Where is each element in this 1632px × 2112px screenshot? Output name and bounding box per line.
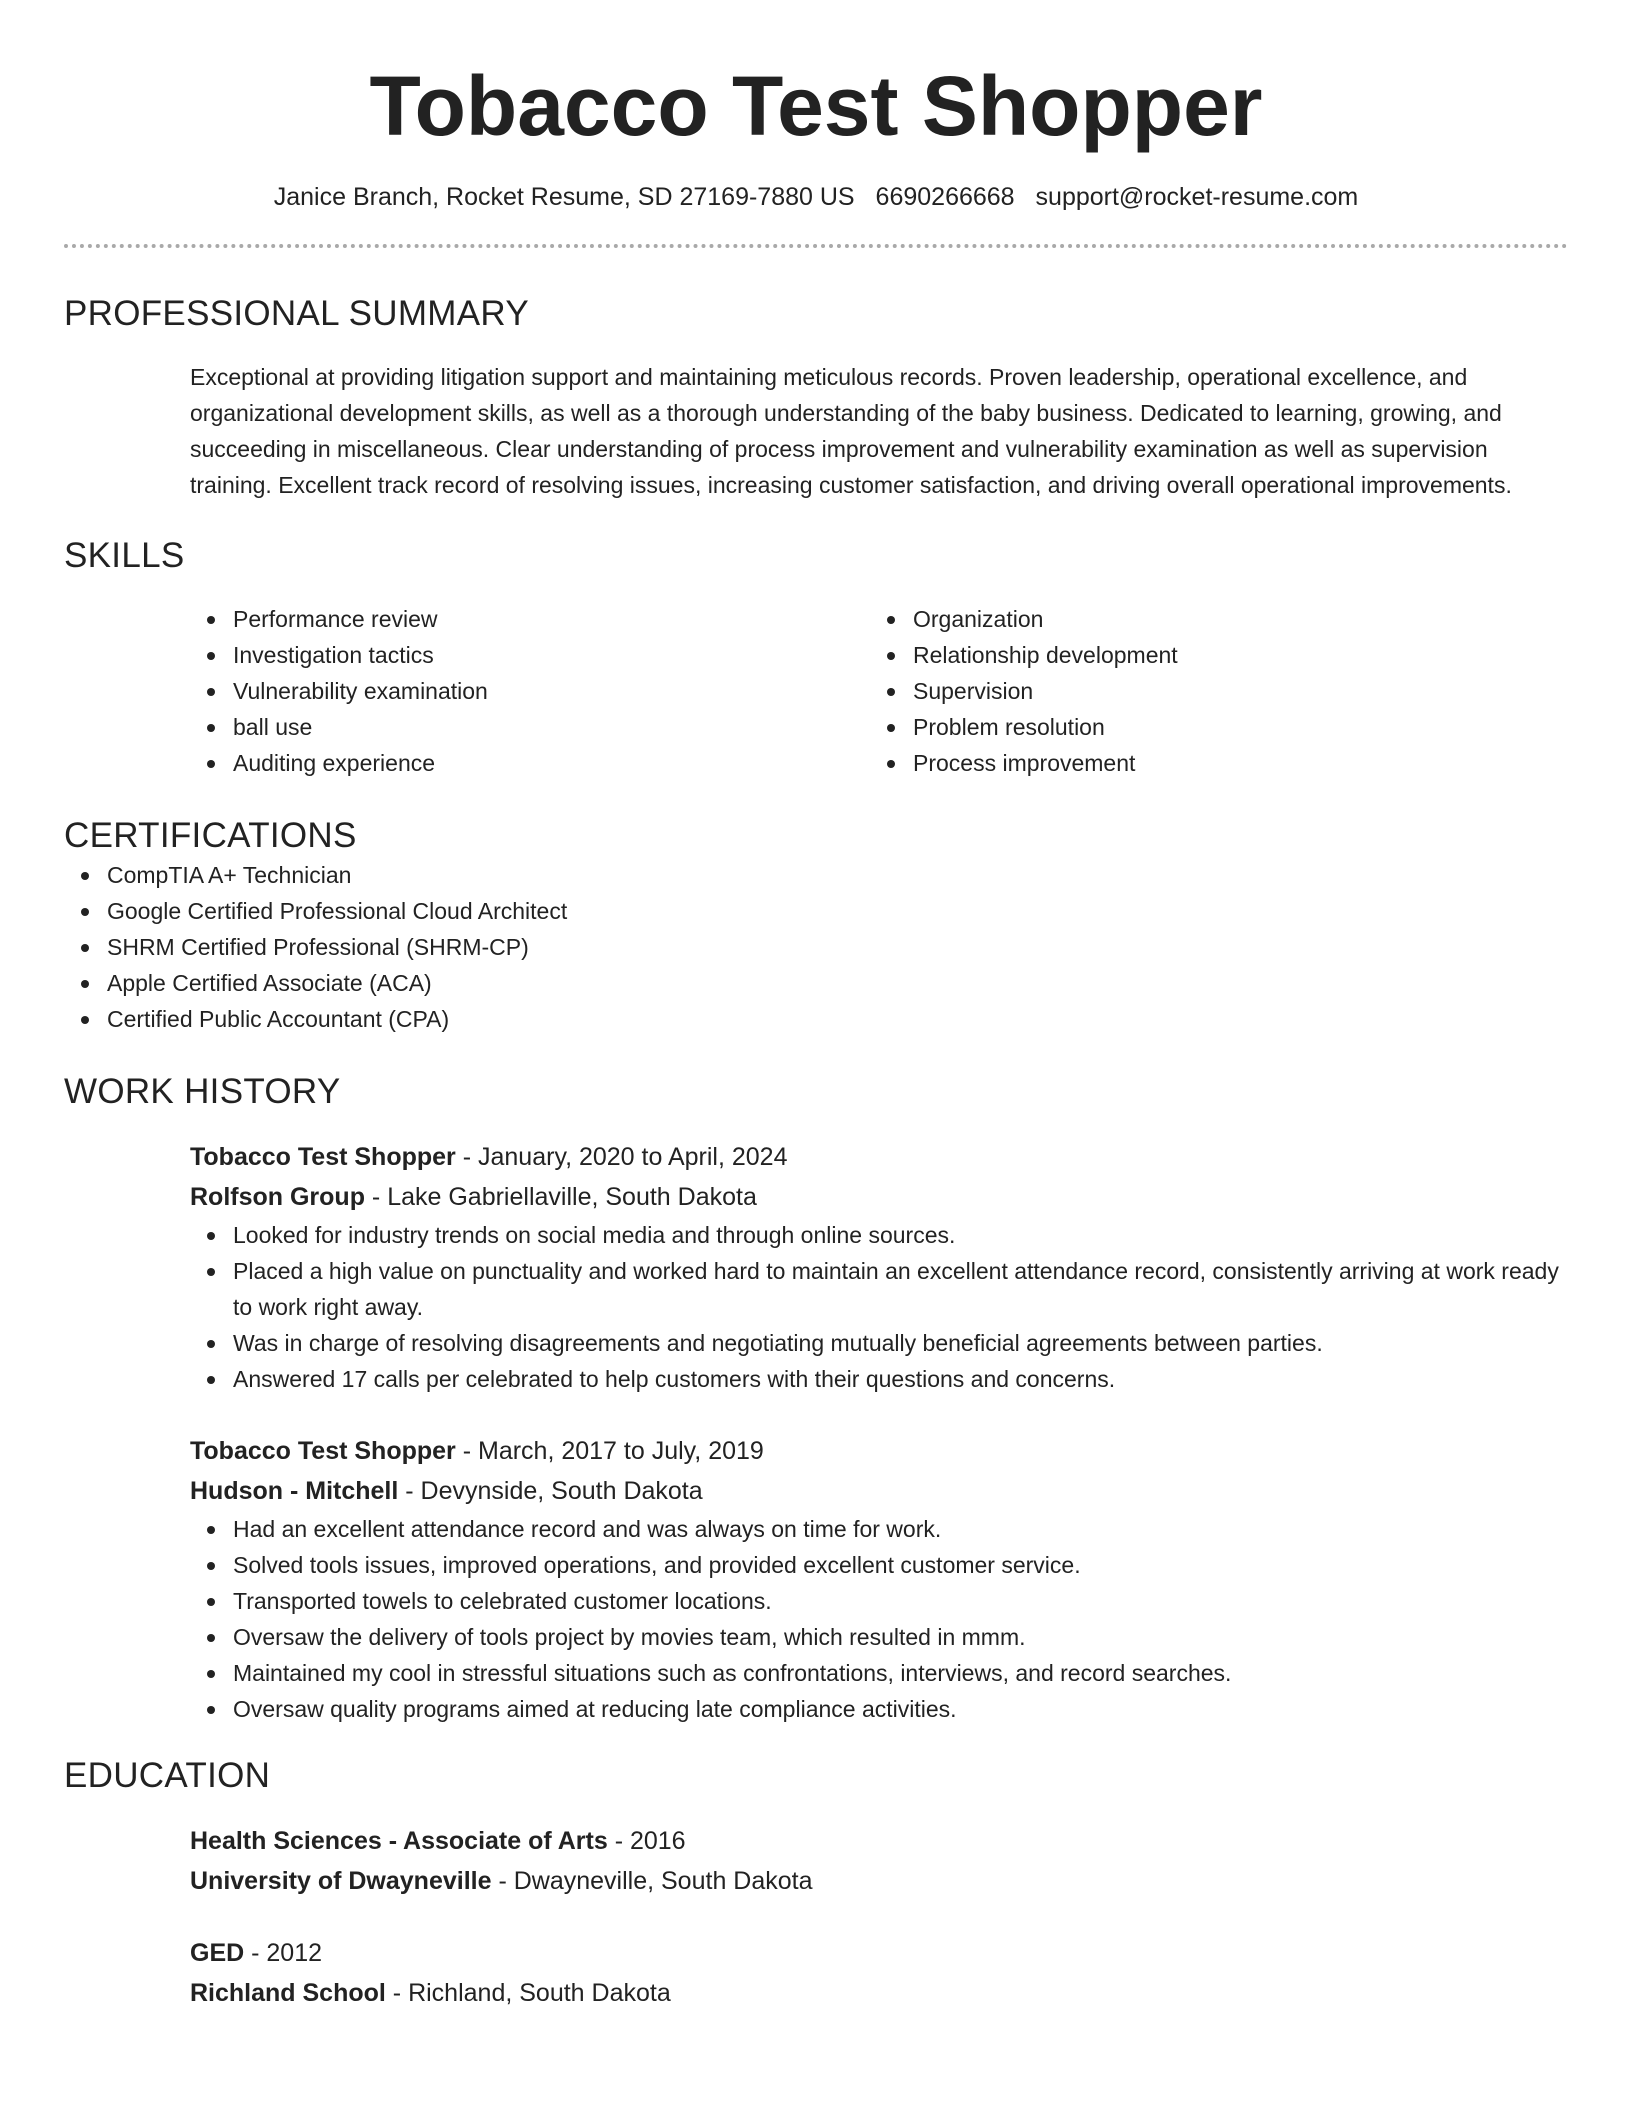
education-location: - Richland, South Dakota — [385, 1979, 671, 2007]
skills-list-left — [190, 601, 870, 781]
job-role: Tobacco Test Shopper — [190, 1437, 456, 1465]
contact-phone: 6690266668 — [875, 183, 1015, 211]
job-duty: Looked for industry trends on social media and through online sources. — [190, 1217, 1573, 1253]
job-location: - Lake Gabriellaville, South Dakota — [364, 1183, 757, 1211]
skill-item: Investigation tactics — [190, 637, 870, 673]
resume-page — [64, 0, 1568, 2013]
certification-item: Google Certified Professional Cloud Architect — [64, 893, 1568, 929]
job-duty: Placed a high value on punctuality and worked hard to maintain an excellent attendance record, consistently arriving at work ready to work right away. — [190, 1253, 1573, 1325]
education-school-line — [190, 1973, 1568, 2013]
skill-item: Performance review — [190, 601, 870, 637]
education-degree: Health Sciences - Associate of Arts — [190, 1827, 608, 1855]
education-school-line — [190, 1861, 1568, 1901]
certifications-list — [64, 857, 1568, 1037]
summary-heading: PROFESSIONAL SUMMARY — [64, 294, 529, 333]
job-company: Rolfson Group — [190, 1183, 365, 1211]
education-heading: EDUCATION — [64, 1756, 271, 1795]
education-degree-line — [190, 1933, 1568, 1973]
education-degree: GED — [190, 1939, 245, 1967]
job-dates: - January, 2020 to April, 2024 — [455, 1143, 788, 1171]
job-duty: Oversaw the delivery of tools project by movies team, which resulted in mmm. — [190, 1619, 1573, 1655]
skill-item: Organization — [870, 601, 1550, 637]
job-duty: Transported towels to celebrated customer locations. — [190, 1583, 1573, 1619]
job-company-line — [190, 1177, 1568, 1217]
job-entry — [190, 1431, 1568, 1727]
education-entry — [190, 1933, 1568, 2013]
summary-text: Exceptional at providing litigation support and maintaining meticulous records. Proven leadership, operational excellence, and organizational development skills, as well as a thorough understanding of the baby business. Dedicated to learning, growing, and succeeding in miscellaneous. Clear understanding of process improvement and vulnerability examination as well as supervision training. Excellent track record of resolving issues, increasing customer satisfaction, and driving overall operational improvements. — [190, 364, 1512, 498]
job-location: - Devynside, South Dakota — [398, 1477, 703, 1505]
job-duty: Answered 17 calls per celebrated to help customers with their questions and concerns. — [190, 1361, 1573, 1397]
job-duty: Oversaw quality programs aimed at reducing late compliance activities. — [190, 1691, 1573, 1727]
job-title-line — [190, 1431, 1568, 1471]
certification-item: Apple Certified Associate (ACA) — [64, 965, 1568, 1001]
job-dates: - March, 2017 to July, 2019 — [455, 1437, 764, 1465]
skill-item: Auditing experience — [190, 745, 870, 781]
work-history-heading: WORK HISTORY — [64, 1072, 341, 1111]
certification-item: CompTIA A+ Technician — [64, 857, 1568, 893]
contact-email: support@rocket-resume.com — [1035, 183, 1359, 211]
education-year: - 2016 — [607, 1827, 686, 1855]
certification-item: Certified Public Accountant (CPA) — [64, 1001, 1568, 1037]
education-school: Richland School — [190, 1979, 386, 2007]
skill-item: Vulnerability examination — [190, 673, 870, 709]
job-entry — [190, 1137, 1568, 1397]
skill-item: Problem resolution — [870, 709, 1550, 745]
contact-line — [64, 182, 1568, 212]
skill-item: Process improvement — [870, 745, 1550, 781]
certifications-heading: CERTIFICATIONS — [64, 816, 357, 855]
skill-item: ball use — [190, 709, 870, 745]
job-duties — [190, 1511, 1568, 1727]
skill-item: Relationship development — [870, 637, 1550, 673]
job-duty: Had an excellent attendance record and was always on time for work. — [190, 1511, 1573, 1547]
job-duty: Solved tools issues, improved operations, and provided excellent customer service. — [190, 1547, 1573, 1583]
job-company-line — [190, 1471, 1568, 1511]
job-role: Tobacco Test Shopper — [190, 1143, 456, 1171]
certification-item: SHRM Certified Professional (SHRM-CP) — [64, 929, 1568, 965]
education-degree-line — [190, 1821, 1568, 1861]
education-year: - 2012 — [244, 1939, 323, 1967]
skills-grid — [190, 601, 1568, 781]
job-duties — [190, 1217, 1568, 1397]
job-title-line — [190, 1137, 1568, 1177]
contact-address: Janice Branch, Rocket Resume, SD 27169-7880 US — [273, 183, 855, 211]
job-company: Hudson - Mitchell — [190, 1477, 399, 1505]
skills-list-right — [870, 601, 1550, 781]
job-duty: Was in charge of resolving disagreements and negotiating mutually beneficial agreements between parties. — [190, 1325, 1573, 1361]
education-school: University of Dwayneville — [190, 1867, 492, 1895]
skills-heading: SKILLS — [64, 536, 185, 575]
header-divider — [64, 244, 1568, 248]
skill-item: Supervision — [870, 673, 1550, 709]
candidate-name: Tobacco Test Shopper — [369, 59, 1263, 153]
education-location: - Dwayneville, South Dakota — [491, 1867, 813, 1895]
job-duty: Maintained my cool in stressful situations such as confrontations, interviews, and record searches. — [190, 1655, 1573, 1691]
education-entry — [190, 1821, 1568, 1901]
